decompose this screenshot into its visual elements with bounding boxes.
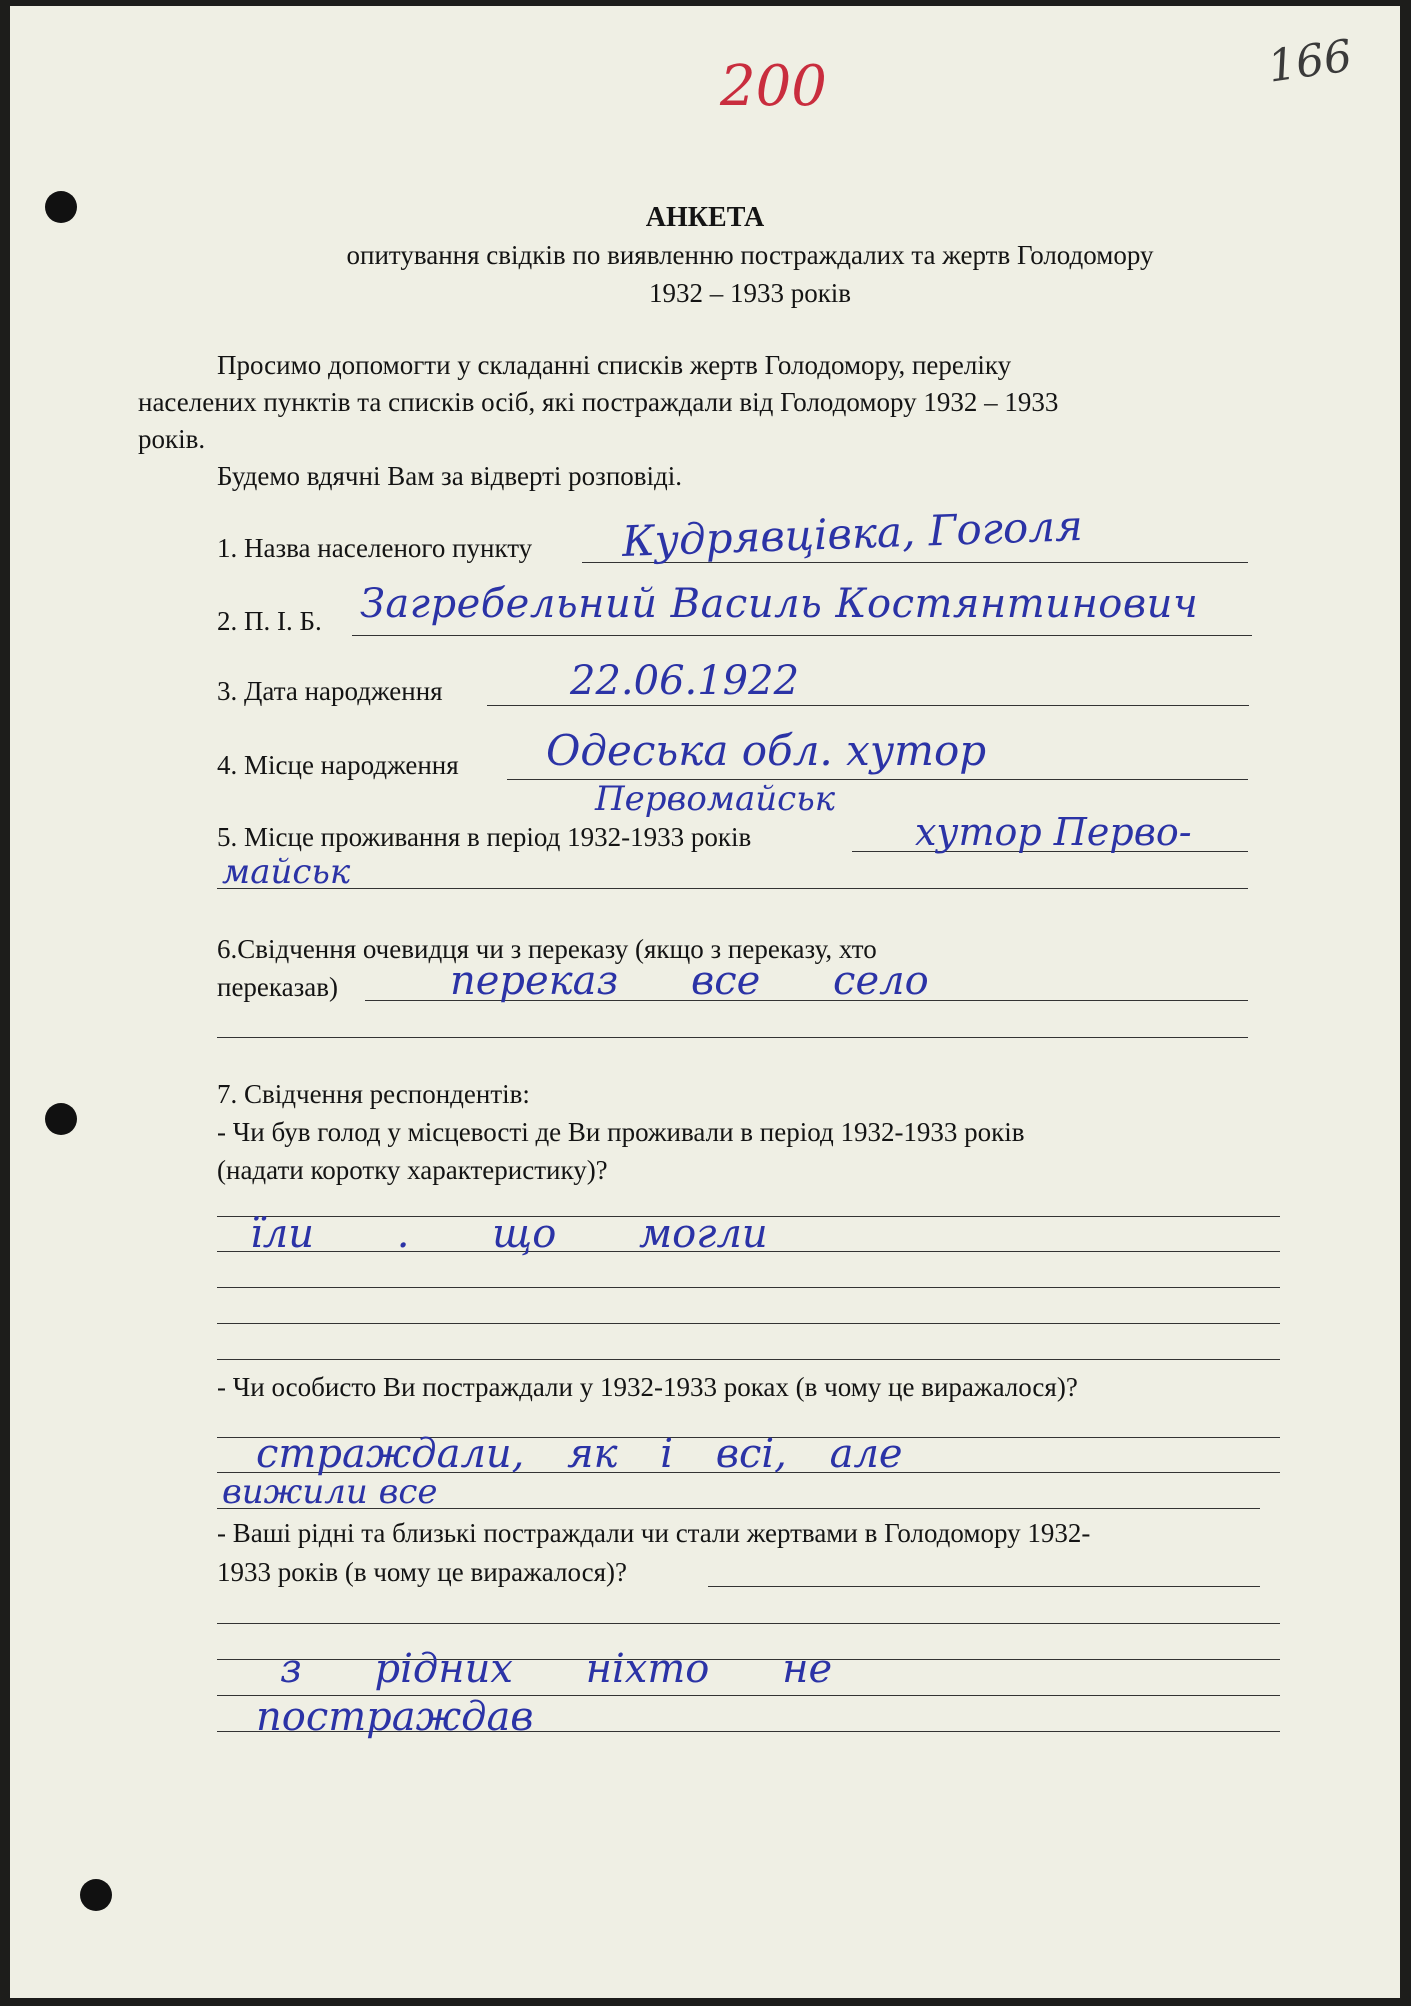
question-1-line1: - Чи був голод у місцевості де Ви проживали в період 1932-1933 років <box>217 1117 1025 1147</box>
field-settlement-label: 1. Назва населеного пункту <box>217 533 533 563</box>
answer-1-line-3 <box>217 1287 1280 1288</box>
field-birth-place-value-extra: Первомайськ <box>595 779 836 819</box>
intro-line3: років. <box>138 424 206 454</box>
field-residence-line-2 <box>217 888 1248 889</box>
answer-1-line-4 <box>217 1323 1280 1324</box>
punch-hole-bottom <box>80 1879 112 1911</box>
intro-line1: Просимо допомогти у складанні списків жертв Голодомору, переліку <box>217 350 1012 380</box>
field-birth-date-line <box>487 705 1249 706</box>
archive-number-red: 200 <box>720 54 827 119</box>
testimony-heading: 7. Свідчення респондентів: <box>217 1079 530 1109</box>
field-settlement-value: Кудрявцівка, Гоголя <box>621 500 1084 567</box>
question-3-line2: 1933 років (в чому це виражалося)? <box>217 1557 628 1587</box>
page-number: 166 <box>1264 30 1356 93</box>
intro-line2: населених пунктів та списків осіб, які постраждали від Голодомору 1932 – 1933 <box>138 387 1059 417</box>
field-residence-value-cont: майськ <box>222 852 351 892</box>
field-full-name-value: Загребельний Василь Костянтинович <box>360 581 1199 627</box>
field-birth-date-label: 3. Дата народження <box>217 676 443 706</box>
answer-2-value-line2: вижили все <box>222 1472 438 1512</box>
question-3-line1: - Ваші рідні та близькі постраждали чи стали жертвами в Голодомору 1932- <box>217 1518 1091 1548</box>
answer-1-line-5 <box>217 1359 1280 1360</box>
answer-3-line-0 <box>708 1586 1260 1587</box>
field-testimony-source-label-line1: 6.Свідчення очевидця чи з переказу (якщо з переказу, хто <box>217 934 877 964</box>
field-birth-date-value: 22.06.1922 <box>570 658 800 704</box>
field-birth-place-value: Одеська обл. хутор <box>546 726 987 775</box>
field-testimony-source-line-2 <box>217 1037 1248 1038</box>
answer-3-value-line2: постраждав <box>256 1694 534 1740</box>
form-subtitle-line2: 1932 – 1933 років <box>648 278 852 308</box>
field-birth-place-label: 4. Місце народження <box>217 750 459 780</box>
field-full-name-line <box>352 635 1252 636</box>
answer-3-value-line1: з рідних ніхто не <box>280 1646 833 1692</box>
question-1-line2: (надати коротку характеристику)? <box>217 1155 608 1185</box>
form-title: АНКЕТА <box>645 202 765 233</box>
answer-1-value: їли . що могли <box>250 1211 768 1257</box>
answer-2-value-line1: страждали, як і всі, але <box>256 1431 903 1477</box>
field-testimony-source-label-line2: переказав) <box>217 972 338 1002</box>
questionnaire-page <box>10 6 1400 1998</box>
field-full-name-label: 2. П. І. Б. <box>217 606 322 636</box>
field-residence-label: 5. Місце проживання в період 1932-1933 років <box>217 822 752 852</box>
punch-hole-middle <box>45 1103 77 1135</box>
field-residence-value: хутор Перво- <box>915 810 1192 854</box>
field-testimony-source-value: переказ все село <box>450 958 929 1004</box>
form-subtitle-line1: опитування свідків по виявленню постраждалих та жертв Голодомору <box>346 240 1154 270</box>
answer-3-line-1 <box>217 1623 1280 1624</box>
question-2: - Чи особисто Ви постраждали у 1932-1933 роках (в чому це виражалося)? <box>217 1372 1078 1402</box>
intro-thanks: Будемо вдячні Вам за відверті розповіді. <box>217 461 683 491</box>
